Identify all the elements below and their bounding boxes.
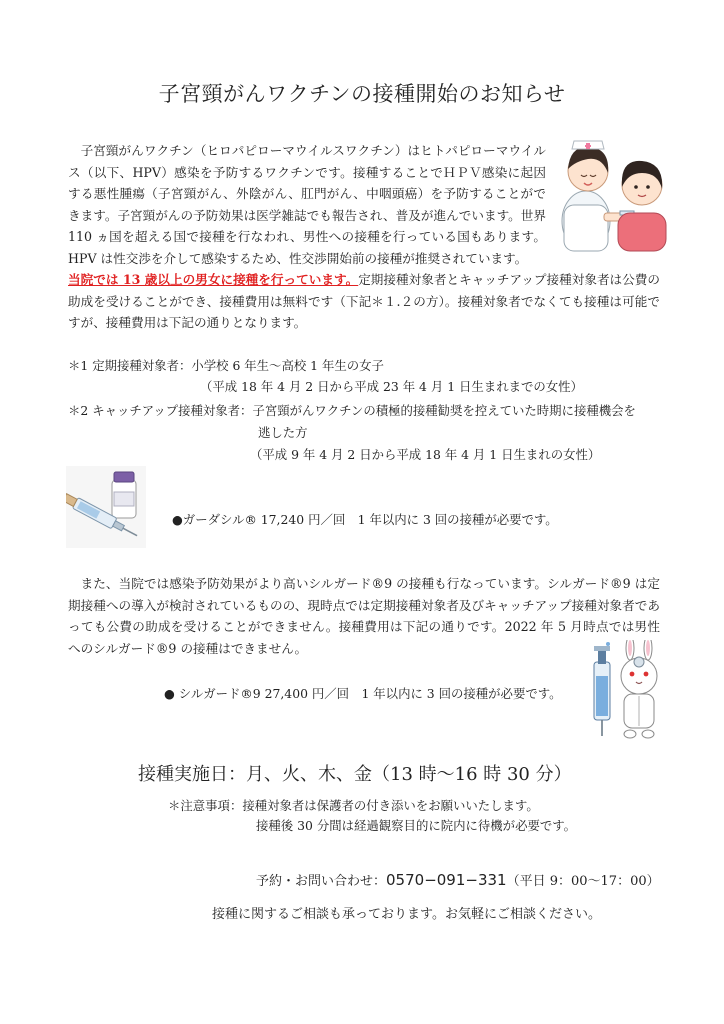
age-highlight: 当院では 13 歳以上の男女に接種を行っています。 — [68, 272, 359, 287]
intro-tail-text: 定期接種対象者とキャッチアップ接種対象者は公費の助成を受けることができ、接種費用は無料です（下記＊１.２の方）。接種対象者でなくても接種は可能ですが、接種費用は下記の通りとなります。 — [68, 272, 660, 330]
note-routine-birthdates: （平成 18 年 4 月 2 日から平成 23 年 4 月 1 日生まれまでの女性） — [200, 379, 583, 394]
silgard-price: ● シルガード®9 27,400 円／回 1 年以内に 3 回の接種が必要です。 — [164, 686, 562, 701]
note-catchup-birthdates: （平成 9 年 4 月 2 日から平成 18 年 4 月 1 日生まれの女性） — [250, 447, 601, 462]
gardasil-price: ●ガーダシル® 17,240 円／回 1 年以内に 3 回の接種が必要です。 — [172, 512, 558, 527]
caution-guardian: ＊注意事項：接種対象者は保護者の付き添いをお願いいたします。 — [168, 798, 539, 813]
consultation-note: 接種に関するご相談も承っております。お気軽にご相談ください。 — [212, 907, 601, 922]
contact-phone: 0570−091−331 — [386, 871, 507, 889]
nurse-vaccinating-girl-illustration — [556, 135, 672, 253]
intro-paragraph: 子宮頸がんワクチン（ヒロパピローマウイルスワクチン）はヒトパピローマウイルス（以下、HPV）感染を予防するワクチンです。接種することでＨＰＶ感染に起因する悪性腫瘍（子宮頸がん、外陰がん、肛門がん、中咽頭癌）を予防することができます。子宮頸がんの予防効果は医学雑誌でも報告され、普及が進んでいます。世界 110 ヵ国を超える国で接種を行なわれ、男性への接種を行っている国もあります。HPV は性交渉を介して感染するため、性交渉開始前の接種が推奨されています。 — [68, 143, 546, 266]
silgard-paragraph: また、当院では感染予防効果がより高いシルガード®9 の接種も行なっています。シルガード®9 は定期接種への導入が検討されているものの、現時点では定期接種対象者及びキャッチアップ接種対象者であっても公費の助成を受けることができません。接種費用は下記の通りです。2022 年 5 月時点では男性へのシルガード®9 の接種はできません。 — [68, 576, 660, 656]
note-routine-target: ＊1 定期接種対象者：小学校 6 年生〜高校 1 年生の女子 — [68, 358, 384, 373]
note-catchup-target: ＊2 キャッチアップ接種対象者：子宮頸がんワクチンの積極的接種勧奨を控えていた時期に接種機会を — [68, 403, 636, 418]
page-title: 子宮頸がんワクチンの接種開始のお知らせ — [158, 82, 566, 106]
vaccination-days: 接種実施日：月、火、木、金（13 時〜16 時 30 分） — [138, 764, 572, 785]
note-catchup-continued: 逃した方 — [258, 425, 308, 440]
intro-tail-paragraph — [68, 269, 660, 334]
caution-observation: 接種後 30 分間は経過観察目的に院内に待機が必要です。 — [256, 818, 577, 833]
rabbit-doctor-with-syringe-illustration — [584, 640, 670, 742]
contact-hours: （平日 9：00〜17：00） — [506, 874, 660, 889]
contact-label: 予約・お問い合わせ： — [256, 874, 387, 889]
syringe-and-vial-illustration — [66, 466, 146, 548]
contact-line — [256, 870, 660, 889]
